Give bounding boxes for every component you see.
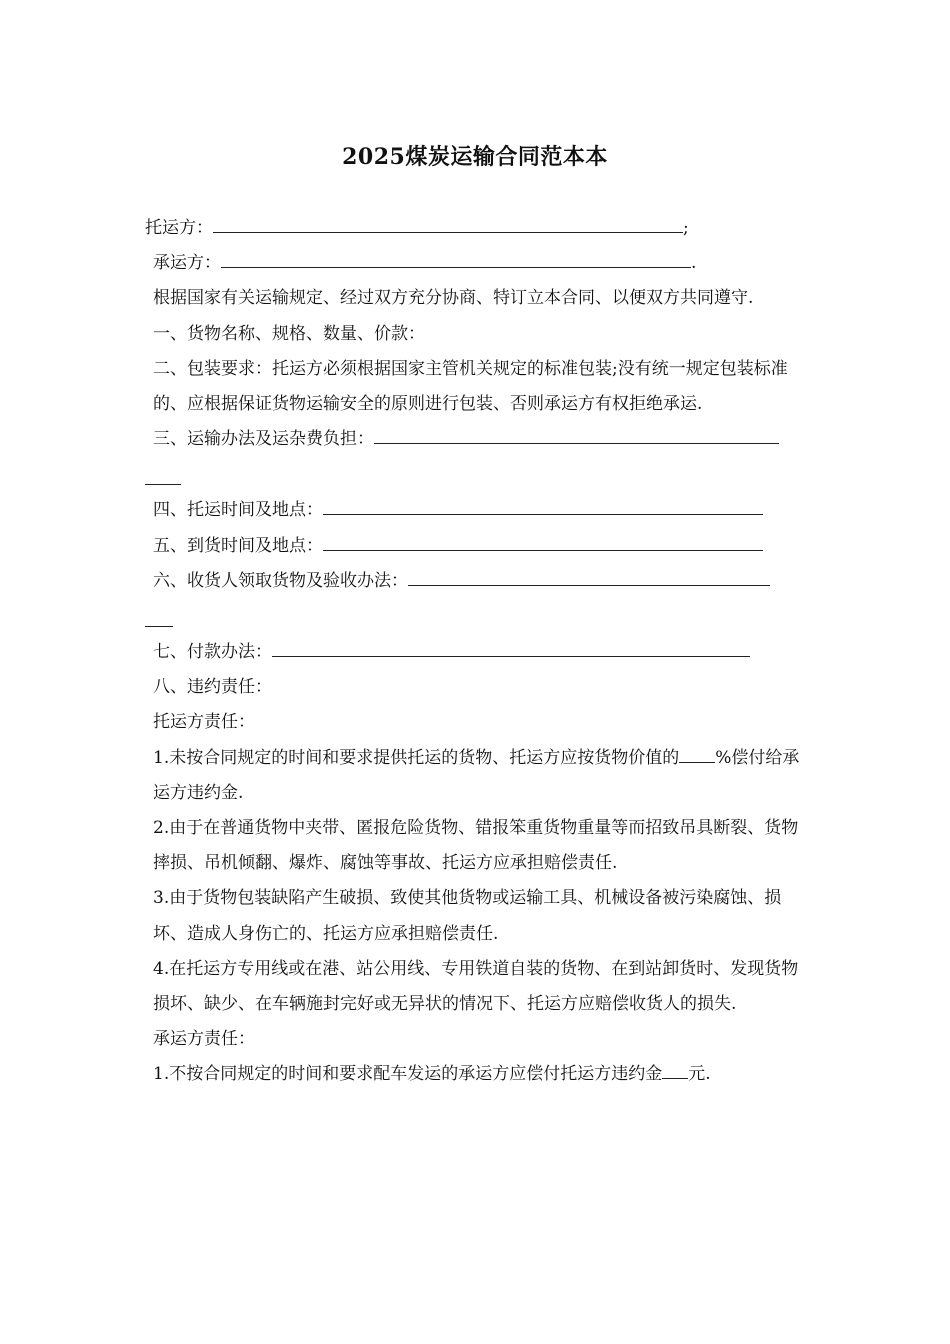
shipper-liability-4: 4.在托运方专用线或在港、站公用线、专用铁道自装的货物、在到站卸货时、发现货物损坏、缺少、在车辆施封完好或无异状的情况下、托运方应赔偿收货人的损失. <box>153 958 799 1015</box>
shipper-liability-heading: 托运方责任： <box>153 712 255 733</box>
percent-blank[interactable] <box>679 745 715 763</box>
carrier-blank[interactable] <box>221 250 691 268</box>
section-8: 八、违约责任： <box>153 677 272 698</box>
section-6-blank-cont <box>145 599 173 627</box>
shipper-liability-2: 2.由于在普通货物中夹带、匿报危险货物、错报笨重货物重量等而招致吊具断裂、货物摔损、吊机倾翻、爆炸、腐蚀等事故、托运方应承担赔偿责任. <box>153 818 799 874</box>
section-6-blank[interactable] <box>408 568 770 586</box>
shipper-line: 托运方： ; <box>145 211 805 246</box>
shipper-blank[interactable] <box>213 215 683 233</box>
section-3-blank-cont <box>145 457 181 485</box>
section-1: 一、货物名称、规格、数量、价款： <box>153 323 425 344</box>
section-4-blank[interactable] <box>323 497 763 515</box>
section-5: 五、到货时间及地点： <box>145 529 805 564</box>
carrier-liability-1: 1.不按合同规定的时间和要求配车发运的承运方应偿付托运方违约金 元. <box>145 1057 805 1092</box>
carrier-line: 承运方： . <box>145 246 805 281</box>
preamble: 根据国家有关运输规定、经过双方充分协商、特订立本合同、以便双方共同遵守. <box>153 288 754 309</box>
section-7-blank[interactable] <box>272 639 750 657</box>
section-5-blank[interactable] <box>323 533 763 551</box>
shipper-liability-1: 1.未按合同规定的时间和要求提供托运的货物、托运方应按货物价值的 %偿付给承运方违约金. <box>145 741 805 811</box>
carrier-liability-heading: 承运方责任： <box>153 1029 255 1050</box>
page-title: 2025煤炭运输合同范本本 <box>342 144 608 170</box>
section-3: 三、运输办法及运杂费负担： <box>145 422 805 457</box>
shipper-liability-3: 3.由于货物包装缺陷产生破损、致使其他货物或运输工具、机械设备被污染腐蚀、损坏、造成人身伤亡的、托运方应承担赔偿责任. <box>153 888 782 944</box>
section-7: 七、付款办法： <box>145 635 805 670</box>
section-2: 二、包装要求：托运方必须根据国家主管机关规定的标准包装;没有统一规定包装标准的、应根据保证货物运输安全的原则进行包装、否则承运方有权拒绝承运. <box>153 358 788 415</box>
section-6: 六、收货人领取货物及验收办法： <box>145 564 805 599</box>
section-4: 四、托运时间及地点： <box>145 493 805 528</box>
amount-blank[interactable] <box>662 1061 688 1079</box>
section-3-blank[interactable] <box>374 426 779 444</box>
contract-body <box>145 211 805 1093</box>
